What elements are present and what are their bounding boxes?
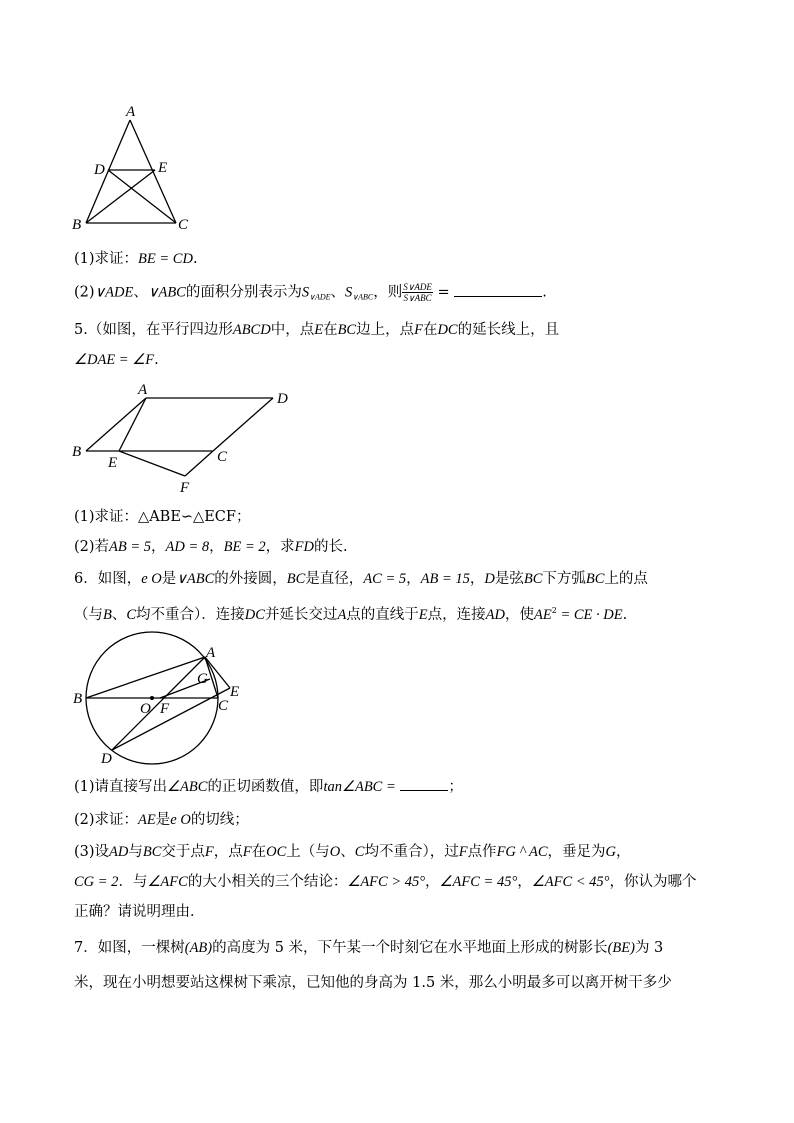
q5-comma1: ， (151, 539, 166, 555)
q6-l2-B: B (103, 607, 112, 623)
q6-p1-end: ； (448, 779, 463, 795)
q4-part2-num: (2) (74, 284, 95, 301)
q6-p2-eo: e O (170, 812, 191, 828)
q5-ab: AB = 5 (109, 539, 152, 555)
label-b2: B (72, 444, 82, 460)
label-b: B (72, 217, 82, 233)
q6-ac: AC = 5 (363, 571, 407, 587)
label-b3: B (73, 691, 83, 707)
q4-end: . (542, 284, 547, 301)
q5-be: BE = 2 (223, 539, 266, 555)
q4-s-ade: S (301, 284, 310, 301)
q6-l2-E: E (418, 607, 428, 623)
q6-p3-C: C (354, 844, 365, 860)
q5-e: E (314, 322, 324, 338)
q6-l1-h: 下方弧 (542, 571, 586, 587)
label-e3: E (230, 684, 240, 700)
q6-l1-g: 是弦 (494, 571, 524, 587)
q4-tri-ade: ∨ADE (94, 284, 134, 301)
q5-f: F (414, 322, 423, 338)
q6-bc2: BC (523, 571, 543, 587)
q6-d: D (484, 571, 495, 587)
q6-p1-tan: tan∠ABC = (323, 779, 396, 795)
q4-frac-den: S∨ABC (403, 293, 432, 303)
q5-fd: FD (294, 539, 315, 555)
q5-ad: AD = 8 (165, 539, 210, 555)
q6-l2-A: A (337, 607, 347, 623)
center-dot (150, 696, 154, 700)
q4-then: ，则 (373, 284, 403, 301)
q6-l2-end: . (622, 607, 628, 623)
q6-p4-sep1: ， (425, 874, 440, 890)
q6-part3 (74, 842, 631, 862)
q6-p3-k: ， (616, 844, 631, 860)
q6-p3-b: 与 (128, 844, 143, 860)
q7-line2 (74, 973, 672, 993)
q6-p3-e: 在 (251, 844, 267, 860)
q4-part1-math: BE = CD (138, 251, 193, 267)
q6-p3-c: 交于点 (161, 844, 205, 860)
q6-p1-angle: ∠ABC (167, 779, 208, 795)
q4-eq: = (437, 284, 450, 301)
q6-l2-eq: = CE · DE (556, 607, 623, 623)
q5-mid2: 在 (323, 322, 338, 338)
q6-part3-cont (74, 872, 696, 892)
q4-part2-text: 的面积分别表示为 (185, 284, 302, 301)
q4-s-ade-sub: ∨ADE (309, 292, 331, 302)
q6-l1-c: 的外接圆， (214, 571, 287, 587)
label-f3: F (160, 701, 170, 717)
q4-s-abc: S (345, 284, 353, 301)
q4-sep: 、 (133, 284, 148, 301)
q6-p3-oc: OC (266, 844, 287, 860)
q6-circle-o: e O (141, 571, 162, 587)
q5-mid5: 的延长线上，且 (457, 322, 560, 338)
q6-p4-c: ，你认为哪个 (609, 874, 697, 890)
q6-p4-a: ．与 (118, 874, 148, 890)
q5-condition-end: . (154, 352, 159, 368)
q6-p3-F2: F (242, 844, 252, 860)
q6-p3-ad: AD (109, 844, 129, 860)
q5-comma2: ， (209, 539, 224, 555)
label-a: A (126, 104, 136, 120)
q6-p2-b: 是 (155, 812, 171, 828)
q6-p3-i: 点作 (467, 844, 497, 860)
q6-ab: AB = 15 (420, 571, 470, 587)
label-e2: E (108, 455, 118, 471)
q6-l1-i: 上的点 (604, 571, 648, 587)
q6-p3-f: 上（与 (286, 844, 330, 860)
q6-p2-ae: AE (138, 812, 156, 828)
q6-part3-end (74, 902, 205, 922)
q6-answer-blank[interactable] (400, 790, 448, 791)
q6-p1-b: 的正切函数值，即 (207, 779, 324, 795)
q6-p4-b: 的大小相关的三个结论： (187, 874, 348, 890)
segment-ae3 (205, 657, 230, 688)
q6-p4-cg: CG = 2 (74, 874, 119, 890)
label-d: D (94, 162, 105, 178)
q6-p3-O: O (329, 844, 341, 860)
q5-part1-text: (1)求证：△ABE∽△ECF； (74, 509, 251, 525)
q6-l2-f: 点的直线于 (346, 607, 419, 623)
label-d2: D (277, 391, 288, 407)
label-o3: O (140, 701, 151, 717)
q6-l1-b: 是 (161, 571, 177, 587)
label-g3: G (197, 671, 208, 687)
q6-l2-e: 并延长交过 (264, 607, 338, 623)
q5-dc: DC (437, 322, 458, 338)
q6-l2-h: ，使 (505, 607, 534, 623)
q6-p3-h: 均不重合），过 (364, 844, 459, 860)
q6-l2-dc: DC (244, 607, 265, 623)
q4-s-abc-sub: ∨ABC (352, 292, 374, 302)
q6-l1-d: 是直径， (305, 571, 364, 587)
label-d3: D (101, 751, 112, 767)
q6-l2-C: C (126, 607, 137, 623)
q6-l2-square: 2 (551, 606, 557, 615)
segment-ba3 (86, 657, 205, 698)
q5-part2-c: 的长. (314, 539, 348, 555)
q6-p3-G: G (605, 844, 617, 860)
q7-line1 (74, 938, 663, 958)
label-c3: C (218, 698, 229, 714)
q6-l2-ad: AD (485, 607, 505, 623)
q6-part1 (74, 777, 463, 797)
segment-ad3 (112, 657, 205, 750)
q5-abcd: ABCD (232, 322, 271, 338)
q6-p4-afc: ∠AFC (147, 874, 188, 890)
q6-p3-d: ，点 (213, 844, 243, 860)
q6-l1-a: 6．如图， (74, 571, 142, 587)
q7-be: (BE) (607, 940, 635, 956)
label-a3: A (206, 645, 216, 661)
q6-l2-g: 点，连接 (427, 607, 486, 623)
q4-sep2: 、 (330, 284, 346, 301)
q4-part1-end: . (192, 251, 198, 267)
q6-p3-F3: F (458, 844, 468, 860)
q5-condition: ∠DAE = ∠F (74, 352, 155, 368)
q6-p3-bc: BC (142, 844, 162, 860)
q7-l1-a: 7．如图，一棵树 (74, 940, 185, 956)
label-c: C (178, 217, 189, 233)
q6-tri-abc: ∨ABC (176, 571, 215, 587)
q6-p4-c3: ∠AFC < 45° (531, 874, 610, 890)
q6-p3-j: ，垂足为 (547, 844, 606, 860)
q6-l1-e: ， (406, 571, 421, 587)
q6-l2-a: （与 (74, 607, 103, 623)
q7-l1-b: 的高度为 5 米，下午某一个时刻它在水平地面上形成的树影长 (212, 940, 608, 956)
q4-part1-text: (1)求证： (74, 251, 139, 267)
q6-l2-ae: AE (534, 607, 552, 623)
q7-l1-c: 为 3 (634, 940, 664, 956)
q6-p4-c2: ∠AFC = 45° (439, 874, 518, 890)
q6-p4-sep2: ， (517, 874, 532, 890)
q5-part2-a: (2)若 (74, 539, 110, 555)
q6-p3-g: 、 (340, 844, 355, 860)
q4-frac-num: S∨ADE (403, 282, 432, 292)
label-a2: A (138, 382, 148, 398)
q6-bc3: BC (585, 571, 605, 587)
label-e: E (158, 160, 168, 176)
segment-dc3 (112, 688, 230, 750)
q7-l2: 米，现在小明想要站这棵树下乘凉，已知他的身高为 1.5 米，那么小明最多可以离开树干多少 (74, 975, 672, 991)
q5-part2-b: ，求 (265, 539, 295, 555)
q6-p2-a: (2)求证： (74, 812, 139, 828)
q6-p4-c1: ∠AFC > 45° (347, 874, 426, 890)
q6-p3-a: (3)设 (74, 844, 110, 860)
q6-l1-f: ， (469, 571, 485, 587)
q7-ab: (AB) (184, 940, 213, 956)
q6-p2-c: 的切线； (190, 812, 249, 828)
q6-p3-fg: FG ^ AC (496, 844, 548, 860)
q5-mid4: 在 (422, 322, 438, 338)
q6-part2 (74, 810, 249, 830)
q6-l2-d: 均不重合）．连接 (136, 607, 245, 623)
q6-p5: 正确？请说明理由． (74, 904, 205, 920)
q5-text1: 5.（如图，在平行四边形 (74, 322, 233, 338)
label-f2: F (180, 480, 190, 496)
q6-bc: BC (286, 571, 306, 587)
q6-p1-a: (1)请直接写出 (74, 779, 168, 795)
q4-tri-abc: ∨ABC (147, 284, 186, 301)
q6-l2-c: 、 (111, 607, 127, 623)
q5-mid1: 中，点 (270, 322, 315, 338)
label-c2: C (217, 449, 228, 465)
q6-p3-F: F (204, 844, 214, 860)
q5-bc: BC (337, 322, 357, 338)
q5-mid3: 边上，点 (356, 322, 415, 338)
